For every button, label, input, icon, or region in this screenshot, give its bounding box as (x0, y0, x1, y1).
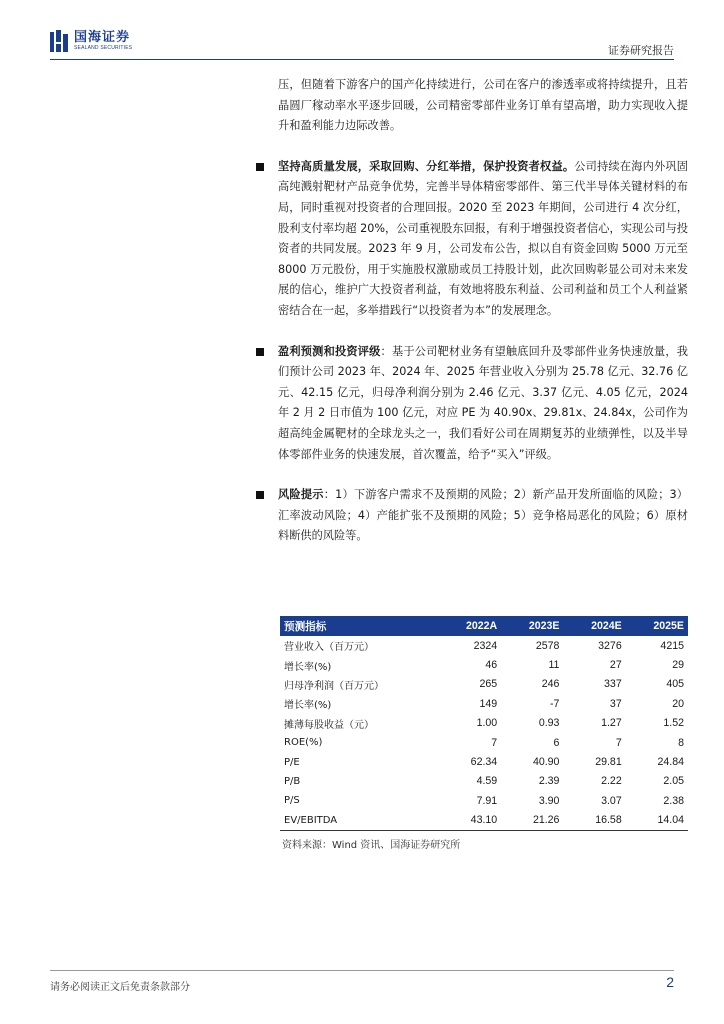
page-header (50, 28, 674, 64)
section-body: 公司持续在海内外巩固高纯溅射靶材产品竞争优势，完善半导体精密零部件、第三代半导体关键材料的布局，同时重视对投资者的合理回报。2020 至 2023 年期间，公司进行 4 次分红，股利支付率均超 20%，公司重视股东回报，有利于增强投资者信心，实现公司与投资者的共同发展。2023 年 9 月，公司发布公告，拟以自有资金回购 5000 万元至 8000 万元股份，用于实施股权激励或员工持股计划，此次回购彰显公司对未来发展的信心，维护广大投资者利益，有效地将股东利益、公司利益和员工个人利益紧密结合在一起，多举措践行“以投资者为本”的发展理念。 (278, 159, 688, 317)
section-lead: 坚持高质量发展，采取回购、分红举措，保护投资者权益。 (278, 159, 575, 173)
table-cell: 2.39 (538, 775, 560, 788)
page-number: 2 (666, 974, 674, 990)
section-quality-development (278, 157, 688, 322)
table-row-label: 增长率(%) (284, 661, 332, 673)
table-body (280, 636, 688, 830)
table-cell: 43.10 (438, 811, 501, 831)
table-row-label: 营业收入（百万元） (284, 642, 374, 654)
table-cell: 3276 (598, 639, 622, 652)
table-cell: 405 (666, 678, 684, 691)
table-cell: 7.91 (476, 794, 498, 807)
table-cell: 8 (678, 736, 684, 749)
table-cell: 2578 (535, 639, 560, 652)
table-source-note: 资料来源：Wind 资讯、国海证券研究所 (282, 839, 461, 851)
report-type-label: 证券研究报告 (608, 44, 674, 57)
table-row-label: P/S (284, 795, 300, 807)
bullet-square-icon (256, 491, 264, 499)
table-row (280, 733, 688, 752)
table-cell: 29.81 (595, 756, 622, 769)
table-cell: 24.84 (657, 756, 684, 769)
table-header-row (280, 616, 688, 636)
table-cell: 4.59 (476, 775, 498, 788)
table-row-label: EV/EBITDA (280, 811, 438, 831)
table-row (280, 714, 688, 733)
table-cell: 40.90 (532, 756, 560, 769)
paragraph-intro: 压，但随着下游客户的国产化持续进行，公司在客户的渗透率或将持续提升，且若晶圆厂稼动率水平逐步回暖，公司精密零部件业务订单有望高增，助力实现收入提升和盈利能力边际改善。 (278, 78, 688, 133)
table-header-cell: 2022A (465, 620, 498, 632)
table-cell: 14.04 (626, 811, 688, 831)
table-row (280, 636, 688, 655)
table-cell: 3.90 (538, 794, 560, 807)
bullet-square-icon (256, 163, 264, 171)
table-cell: 46 (485, 659, 498, 672)
table-cell: 1.52 (663, 717, 684, 730)
table-row-label: 归母净利润（百万元） (284, 680, 384, 692)
logo-mark-icon (50, 30, 68, 52)
table-cell: 16.58 (563, 811, 625, 831)
table-row-label: 增长率(%) (284, 700, 332, 712)
table-cell: 2.05 (663, 775, 684, 788)
table-cell: 246 (541, 678, 560, 691)
header-divider (50, 59, 674, 60)
logo-subtitle: SEALAND SECURITIES (74, 45, 133, 51)
company-logo (50, 30, 132, 52)
table-cell: 3.07 (601, 794, 622, 807)
section-lead: 风险提示 (278, 488, 324, 502)
table-cell: 337 (604, 678, 622, 691)
table-cell: 1.27 (601, 717, 622, 730)
table-row (280, 675, 688, 694)
table-row (280, 694, 688, 713)
table-cell: 37 (609, 697, 622, 710)
table-row-label: P/E (284, 756, 300, 768)
table-cell: 2324 (473, 639, 498, 652)
forecast-table (280, 616, 688, 831)
table-cell: 7 (491, 736, 498, 749)
table-cell: 7 (615, 736, 622, 749)
table-row (280, 772, 688, 791)
logo-name: 国海证券 (74, 30, 131, 45)
table-row-label: ROE(%) (284, 737, 323, 749)
table-cell: -7 (550, 697, 560, 710)
table-row-label: P/B (284, 775, 301, 787)
table-cell: 0.93 (538, 717, 560, 730)
table-cell: 2.22 (601, 775, 622, 788)
table-cell: 20 (672, 697, 684, 710)
table-header-cell: 预测指标 (284, 620, 327, 633)
bullet-square-icon (256, 348, 264, 356)
footer-divider (50, 970, 674, 971)
table-row (280, 811, 688, 831)
table-row-label: 摊薄每股收益（元） (284, 719, 374, 731)
footer-disclaimer: 请务必阅读正文后免责条款部分 (50, 982, 190, 993)
table-cell: 149 (479, 697, 498, 710)
table-cell: 62.34 (470, 756, 498, 769)
section-body: ：基于公司靶材业务有望触底回升及零部件业务快速放量，我们预计公司 2023 年、2024 年、2025 年营业收入分别为 25.78 亿元、32.76 亿元、42.15 亿元，归母净利润分别为 2.46 亿元、3.37 亿元、4.05 亿元，2024 年 2 月 2 日市值为 100 亿元，对应 PE 为 40.90x、29.81x、24.84x，公司作为超高纯金属靶材的全球龙头之一，我们看好公司在周期复苏的业绩弹性，以及半导体零部件业务的快速发展，首次覆盖，给予“买入”评级。 (278, 344, 688, 461)
section-lead: 盈利预测和投资评级 (278, 344, 381, 358)
table-header-cell: 2025E (653, 620, 684, 632)
table-row (280, 791, 688, 810)
main-content (278, 75, 688, 547)
table-cell: 6 (553, 736, 560, 749)
table-cell: 21.26 (501, 811, 563, 831)
table-row (280, 752, 688, 771)
table-cell: 4215 (660, 639, 684, 652)
table-cell: 265 (479, 678, 498, 691)
table-cell: 29 (672, 659, 684, 672)
forecast-table-container (280, 616, 688, 851)
section-body: ：1）下游客户需求不及预期的风险；2）新产品开发所面临的风险；3）汇率波动风险；4）产能扩张不及预期的风险；5）竞争格局恶化的风险；6）原材料断供的风险等。 (278, 488, 688, 543)
table-cell: 2.38 (663, 794, 684, 807)
section-risk-warning (278, 485, 688, 547)
section-profit-forecast (278, 342, 688, 466)
table-row (280, 655, 688, 674)
table-cell: 27 (609, 659, 622, 672)
page-footer (50, 970, 674, 994)
table-cell: 11 (548, 659, 560, 672)
table-cell: 1.00 (476, 717, 498, 730)
table-header-cell: 2023E (528, 620, 560, 632)
table-header-cell: 2024E (591, 620, 622, 632)
